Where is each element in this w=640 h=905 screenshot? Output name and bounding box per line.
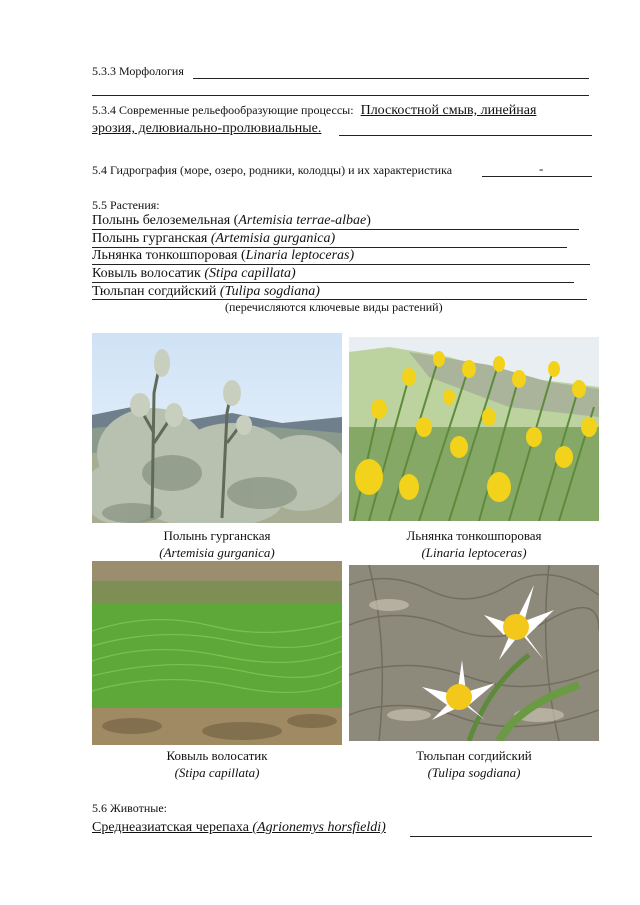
plant-item-3 xyxy=(92,248,592,264)
caption-2 xyxy=(349,527,599,561)
animals-label: 5.6 Животные: xyxy=(92,801,167,815)
morphology-underline-2 xyxy=(92,95,589,96)
hydro-value: - xyxy=(539,161,544,176)
plant-name: Ковыль волосатик xyxy=(92,266,205,281)
animal-underline xyxy=(410,836,592,837)
plant-underline-1 xyxy=(92,229,579,230)
caption-name: Полынь гурганская xyxy=(163,528,271,543)
plant-name: Тюльпан согдийский xyxy=(92,284,220,299)
photo-linaria-leptoceras xyxy=(349,337,599,521)
morphology-underline xyxy=(193,78,589,79)
photo-artemisia-gurganica xyxy=(92,333,342,523)
plant-name: Полынь гурганская xyxy=(92,231,211,246)
caption-1 xyxy=(92,527,342,561)
relief-label: 5.3.4 Современные рельефообразующие процессы: xyxy=(92,103,354,117)
caption-latin: (Stipa capillata) xyxy=(174,765,260,780)
plant-latin: Linaria leptoceras) xyxy=(245,248,355,263)
plant-latin: Artemisia terrae-albae xyxy=(238,213,367,228)
caption-3 xyxy=(92,747,342,781)
morphology-label-text: 5.3.3 Морфология xyxy=(92,64,184,78)
caption-latin: (Linaria leptoceras) xyxy=(421,545,527,560)
relief-value-1: Плоскостной смыв, линейная xyxy=(360,103,537,118)
plant-name: Полынь белоземельная ( xyxy=(92,213,239,228)
hydro-label: 5.4 Гидрография (море, озеро, родники, колодцы) и их характеристика xyxy=(92,163,453,177)
hydro-underline xyxy=(482,176,592,177)
plant-latin: (Stipa capillata) xyxy=(204,266,296,281)
photo-tulipa-sogdiana xyxy=(349,565,599,741)
caption-name: Ковыль волосатик xyxy=(166,748,268,763)
caption-4 xyxy=(349,747,599,781)
plants-label: 5.5 Растения: xyxy=(92,198,160,212)
plant-item-5 xyxy=(92,284,592,300)
animal-latin: (Agrionemys horsfieldi) xyxy=(252,820,386,835)
relief-row xyxy=(92,103,592,119)
plant-item-2 xyxy=(92,231,592,247)
caption-latin: (Artemisia gurganica) xyxy=(159,545,275,560)
relief-value-2: эрозия, делювиально-пролювиальные. xyxy=(92,121,322,136)
plant-underline-3 xyxy=(92,264,590,265)
plant-name: Льнянка тонкошпоровая ( xyxy=(92,248,246,263)
plant-item-1 xyxy=(92,213,592,229)
caption-name: Тюльпан согдийский xyxy=(416,748,532,763)
relief-underline xyxy=(339,135,592,136)
animal-name: Среднеазиатская черепаха xyxy=(92,820,253,835)
photo-stipa-capillata xyxy=(92,561,342,745)
animal-item xyxy=(92,820,592,836)
plants-note: (перечисляются ключевые виды растений) xyxy=(225,300,443,314)
plant-latin: (Artemisia gurganica) xyxy=(210,231,336,246)
plant-latin: (Tulipa sogdiana) xyxy=(219,284,320,299)
caption-latin: (Tulipa sogdiana) xyxy=(427,765,521,780)
plant-item-4 xyxy=(92,266,592,282)
caption-name: Льнянка тонкошпоровая xyxy=(406,528,542,543)
plant-underline-4 xyxy=(92,282,574,283)
morphology-label xyxy=(92,64,592,79)
plant-close: ) xyxy=(366,213,371,228)
